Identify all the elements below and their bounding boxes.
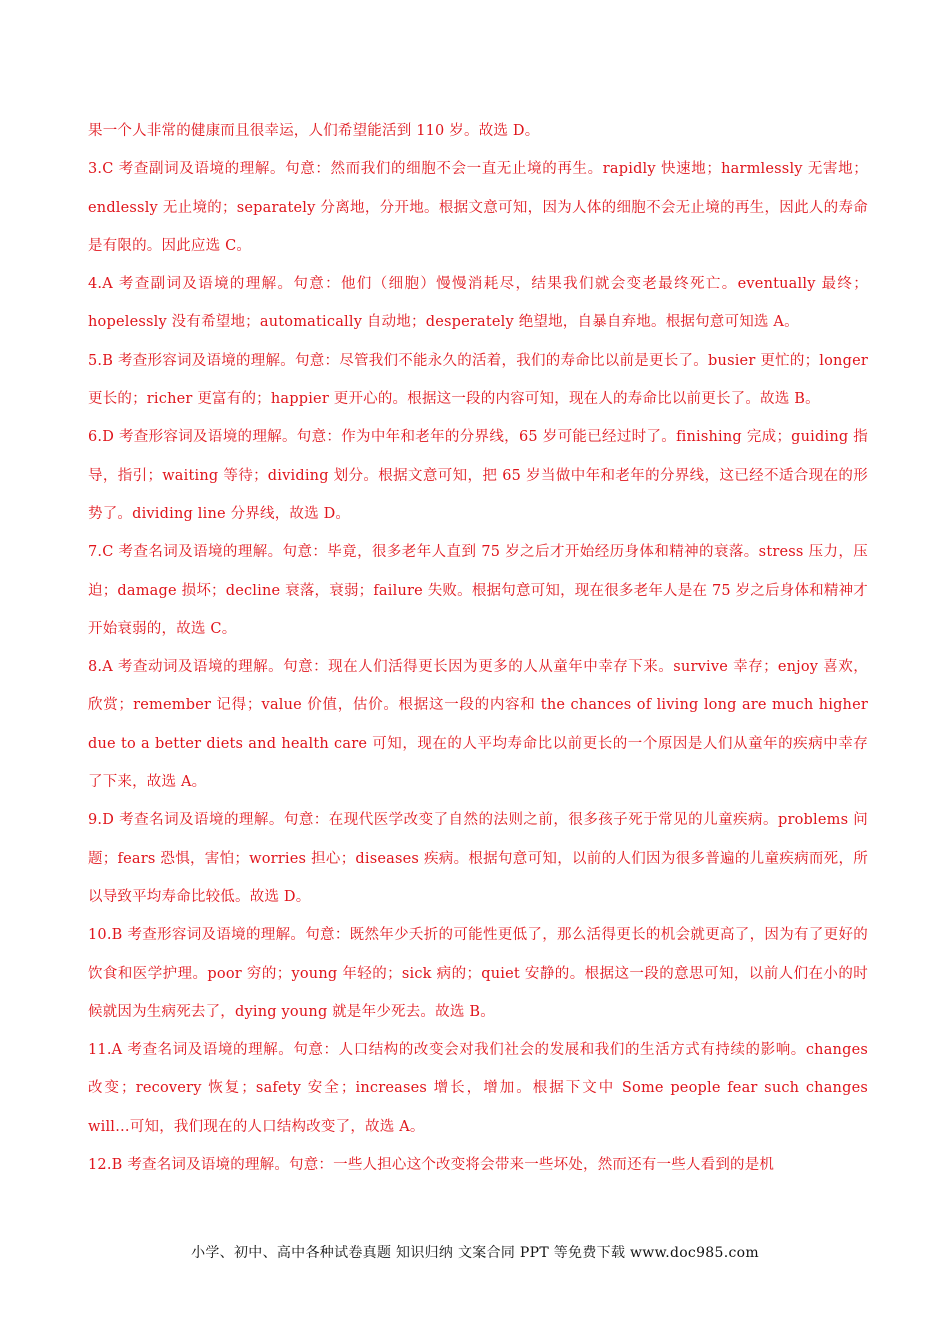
paragraph-continued: 果一个人非常的健康而且很幸运，人们希望能活到 110 岁。故选 D。 xyxy=(88,123,540,139)
answer-item-11: 11.A 考查名词及语境的理解。句意：人口结构的改变会对我们社会的发展和我们的生活方式有持续的影响。changes 改变；recovery 恢复；safety 安全；increases 增长，增加。根据下文中 Some people fear such changes will…可知，我们现在的人口结构改变了，故选 A。 xyxy=(88,1042,868,1135)
answer-item-12: 12.B 考查名词及语境的理解。句意：一些人担心这个改变将会带来一些坏处，然而还有一些人看到的是机 xyxy=(88,1157,775,1174)
answer-item-9: 9.D 考查名词及语境的理解。句意：在现代医学改变了自然的法则之前，很多孩子死于常见的儿童疾病。problems 问题；fears 恐惧，害怕；worries 担心；diseases 疾病。根据句意可知，以前的人们因为很多普遍的儿童疾病而死，所以导致平均寿命比较低。故选 D。 xyxy=(88,812,868,905)
answer-explanations xyxy=(88,112,868,1184)
answer-item-4: 4.A 考查副词及语境的理解。句意：他们（细胞）慢慢消耗尽，结果我们就会变老最终死亡。eventually 最终；hopelessly 没有希望地；automatically 自动地；desperately 绝望地，自暴自弃地。根据句意可知选 A。 xyxy=(88,276,868,331)
answer-item-5: 5.B 考查形容词及语境的理解。句意：尽管我们不能永久的活着，我们的寿命比以前是更长了。busier 更忙的；longer 更长的；richer 更富有的；happier 更开心的。根据这一段的内容可知，现在人的寿命比以前更长了。故选 B。 xyxy=(88,352,868,408)
answer-item-7: 7.C 考查名词及语境的理解。句意：毕竟，很多老年人直到 75 岁之后才开始经历身体和精神的衰落。stress 压力，压迫；damage 损坏；decline 衰落，衰弱；failure 失败。根据句意可知，现在很多老年人是在 75 岁之后身体和精神才开始衰弱的，故选 C。 xyxy=(88,544,868,637)
answer-item-6: 6.D 考查形容词及语境的理解。句意：作为中年和老年的分界线，65 岁可能已经过时了。finishing 完成；guiding 指导，指引；waiting 等待；dividing 划分。根据文意可知，把 65 岁当做中年和老年的分界线，这已经不适合现在的形势了。dividing line 分界线，故选 D。 xyxy=(88,429,868,522)
page-footer: 小学、初中、高中各种试卷真题 知识归纳 文案合同 PPT 等免费下载 www.doc985.com xyxy=(191,1245,759,1261)
answer-item-10: 10.B 考查形容词及语境的理解。句意：既然年少夭折的可能性更低了，那么活得更长的机会就更高了，因为有了更好的饮食和医学护理。poor 穷的；young 年轻的；sick 病的；quiet 安静的。根据这一段的意思可知，以前人们在小的时候就因为生病死去了，dying young 就是年少死去。故选 B。 xyxy=(88,927,868,1020)
answer-item-3: 3.C 考查副词及语境的理解。句意：然而我们的细胞不会一直无止境的再生。rapidly 快速地；harmlessly 无害地；endlessly 无止境的；separately 分离地，分开地。根据文意可知，因为人体的细胞不会无止境的再生，因此人的寿命是有限的。因此应选 C。 xyxy=(88,161,868,254)
answer-item-8: 8.A 考查动词及语境的理解。句意：现在人们活得更长因为更多的人从童年中幸存下来。survive 幸存；enjoy 喜欢，欣赏；remember 记得；value 价值，估价。根据这一段的内容和 the chances of living long are much higher due to a better diets and health care 可知，现在的人平均寿命比以前更长的一个原因是人们从童年的疾病中幸存了下来，故选 A。 xyxy=(88,659,868,791)
